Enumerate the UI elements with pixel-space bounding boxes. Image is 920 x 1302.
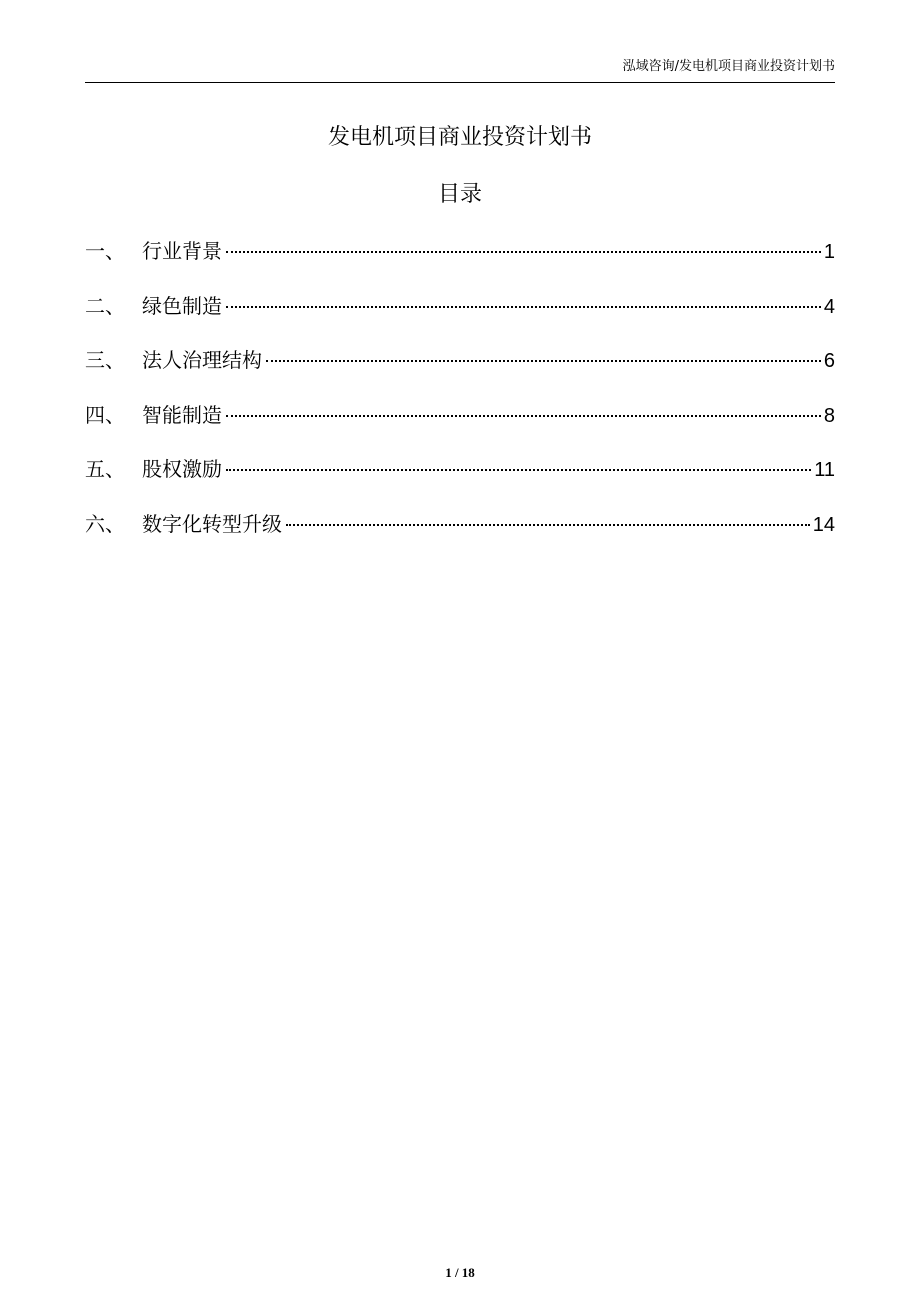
dot-leader	[226, 306, 821, 308]
toc-entry-title: 行业背景	[142, 239, 222, 263]
dot-leader	[286, 524, 810, 526]
toc-entry-number: 四、	[85, 402, 125, 427]
dot-leader	[226, 415, 821, 417]
toc-entry-number: 三、	[85, 348, 125, 372]
toc-heading: 目录	[437, 182, 482, 207]
page-number: 1 / 18	[445, 1265, 475, 1280]
toc-entry-page: 11	[814, 459, 835, 481]
toc-entry-page: 1	[823, 241, 835, 263]
toc-entry[interactable]	[85, 508, 835, 563]
toc-entry-page: 14	[812, 513, 835, 536]
dot-leader	[266, 360, 821, 362]
dot-leader	[226, 251, 821, 253]
toc-entry[interactable]	[85, 344, 835, 399]
header-divider	[85, 82, 835, 83]
toc-entry[interactable]	[85, 399, 835, 454]
toc-entry-title: 数字化转型升级	[142, 511, 282, 536]
toc-entry-number: 五、	[85, 457, 125, 481]
dot-leader	[226, 469, 811, 471]
toc-entry-title: 绿色制造	[142, 293, 222, 318]
toc-entry-title: 智能制造	[142, 402, 222, 427]
table-of-contents	[85, 235, 835, 562]
toc-entry-number: 二、	[85, 293, 125, 318]
toc-entry-page: 4	[823, 295, 835, 318]
toc-entry-number: 一、	[85, 239, 125, 263]
toc-entry-page: 6	[823, 350, 835, 372]
toc-entry-page: 8	[823, 404, 835, 427]
document-title: 发电机项目商业投资计划书	[327, 125, 592, 150]
toc-entry[interactable]	[85, 235, 835, 290]
toc-entry-title: 法人治理结构	[142, 348, 262, 372]
toc-entry[interactable]	[85, 453, 835, 508]
toc-entry-number: 六、	[85, 511, 125, 536]
running-header: 泓域咨询/发电机项目商业投资计划书	[622, 59, 835, 74]
toc-entry[interactable]	[85, 290, 835, 345]
toc-entry-title: 股权激励	[142, 457, 222, 481]
